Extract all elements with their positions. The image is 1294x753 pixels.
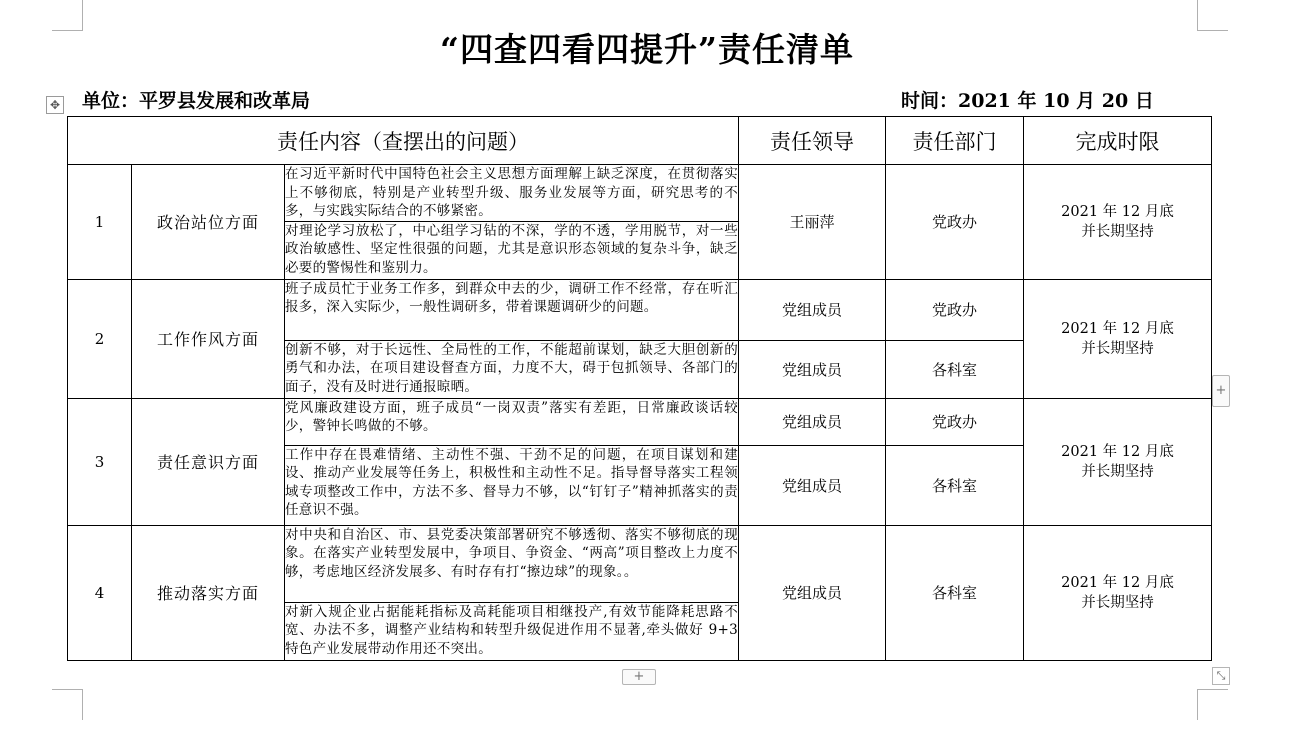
deadline-date: 2021 年 12 月底 — [1061, 320, 1174, 337]
add-column-button[interactable]: + — [1212, 375, 1230, 407]
header-deadline: 完成时限 — [1024, 117, 1212, 165]
header-department: 责任部门 — [886, 117, 1024, 165]
unit-line: 单位：平罗县发展和改革局 — [82, 90, 311, 112]
department-cell[interactable]: 党政办 — [886, 165, 1024, 280]
date-line: 时间：2021 年 10 月 20 日 — [901, 90, 1154, 112]
deadline-note: 并长期坚持 — [1081, 223, 1154, 240]
responsibility-table — [67, 116, 1212, 661]
deadline-date: 2021 年 12 月底 — [1061, 443, 1174, 460]
table-row — [68, 398, 1212, 445]
department-cell[interactable]: 各科室 — [886, 445, 1024, 525]
document-title: “四查四看四提升”责任清单 — [440, 30, 854, 69]
row-number: 4 — [68, 525, 132, 660]
table-row — [68, 279, 1212, 340]
issue-cell[interactable]: 对中央和自治区、市、县党委决策部署研究不够透彻、落实不够彻底的现象。在落实产业转型发展中，争项目、争资金、“两高”项目整改上力度不够，考虑地区经济发展多、有时存有打“擦边球”的现象。。 — [285, 525, 739, 602]
deadline-cell[interactable] — [1024, 165, 1212, 280]
row-number: 3 — [68, 398, 132, 525]
add-row-button[interactable]: + — [622, 669, 656, 685]
move-cross-icon: ✥ — [49, 98, 61, 112]
row-area: 推动落实方面 — [132, 525, 285, 660]
deadline-note: 并长期坚持 — [1081, 594, 1154, 611]
resize-diagonal-icon: ⤡ — [1216, 669, 1226, 682]
issue-cell[interactable]: 创新不够，对于长远性、全局性的工作，不能超前谋划，缺乏大胆创新的勇气和办法，在项目建设督查方面，力度不大，碍于包抓领导、各部门的面子，没有及时进行通报晾晒。 — [285, 340, 739, 398]
header-content: 责任内容（查摆出的问题） — [68, 117, 739, 165]
crop-mark-bottom-right — [1197, 689, 1228, 720]
department-cell[interactable]: 各科室 — [886, 525, 1024, 660]
department-cell[interactable]: 党政办 — [886, 279, 1024, 340]
crop-mark-bottom-left — [52, 689, 83, 720]
table-move-handle[interactable] — [46, 96, 64, 114]
leader-cell[interactable]: 党组成员 — [739, 279, 886, 340]
deadline-date: 2021 年 12 月底 — [1061, 203, 1174, 220]
issue-cell[interactable]: 在习近平新时代中国特色社会主义思想方面理解上缺乏深度，在贯彻落实上不够彻底，特别是产业转型升级、服务业发展等方面，研究思考的不多，与实践实际结合的不够紧密。 — [285, 166, 739, 219]
issue-cell[interactable]: 对理论学习放松了，中心组学习钻的不深，学的不透，学用脱节，对一些政治敏感性、坚定性很强的问题，尤其是意识形态领域的复杂斗争，缺乏必要的警惕性和鉴别力。 — [285, 221, 739, 279]
row-number: 1 — [68, 165, 132, 280]
deadline-note: 并长期坚持 — [1081, 340, 1154, 357]
table-row — [68, 165, 1212, 222]
deadline-cell[interactable] — [1024, 279, 1212, 398]
leader-cell[interactable]: 党组成员 — [739, 398, 886, 445]
row-number: 2 — [68, 279, 132, 398]
issue-cell[interactable]: 对新入规企业占据能耗指标及高耗能项目相继投产,有效节能降耗思路不宽、办法不多，调整产业结构和转型升级促进作用不显著,牵头做好 9+3 特色产业发展带动作用还不突出。 — [285, 602, 739, 660]
leader-cell[interactable]: 王丽萍 — [739, 165, 886, 280]
table-header-row — [68, 117, 1212, 165]
issue-cell[interactable]: 工作中存在畏难情绪、主动性不强、干劲不足的问题，在项目谋划和建设、推动产业发展等任务上，积极性和主动性不足。指导督导落实工程领域专项整改工作中，方法不多、督导力不够，以“钉钉子”精神抓落实的责任意识不强。 — [285, 445, 739, 525]
department-cell[interactable]: 党政办 — [886, 398, 1024, 445]
deadline-cell[interactable] — [1024, 398, 1212, 525]
row-area: 责任意识方面 — [132, 398, 285, 525]
header-leader: 责任领导 — [739, 117, 886, 165]
department-cell[interactable]: 各科室 — [886, 340, 1024, 398]
table-row — [68, 525, 1212, 602]
leader-cell[interactable]: 党组成员 — [739, 340, 886, 398]
row-area: 政治站位方面 — [132, 165, 285, 280]
row-area: 工作作风方面 — [132, 279, 285, 398]
table-resize-handle[interactable] — [1212, 667, 1230, 685]
leader-cell[interactable]: 党组成员 — [739, 445, 886, 525]
leader-cell[interactable]: 党组成员 — [739, 525, 886, 660]
issue-cell[interactable]: 党风廉政建设方面，班子成员“一岗双责”落实有差距，日常廉政谈话较少，警钟长鸣做的不够。 — [285, 398, 739, 445]
issue-cell[interactable]: 班子成员忙于业务工作多，到群众中去的少，调研工作不经常，存在听汇报多，深入实际少，一般性调研多，带着课题调研少的问题。 — [285, 279, 739, 340]
deadline-date: 2021 年 12 月底 — [1061, 574, 1174, 591]
deadline-note: 并长期坚持 — [1081, 463, 1154, 480]
deadline-cell[interactable] — [1024, 525, 1212, 660]
